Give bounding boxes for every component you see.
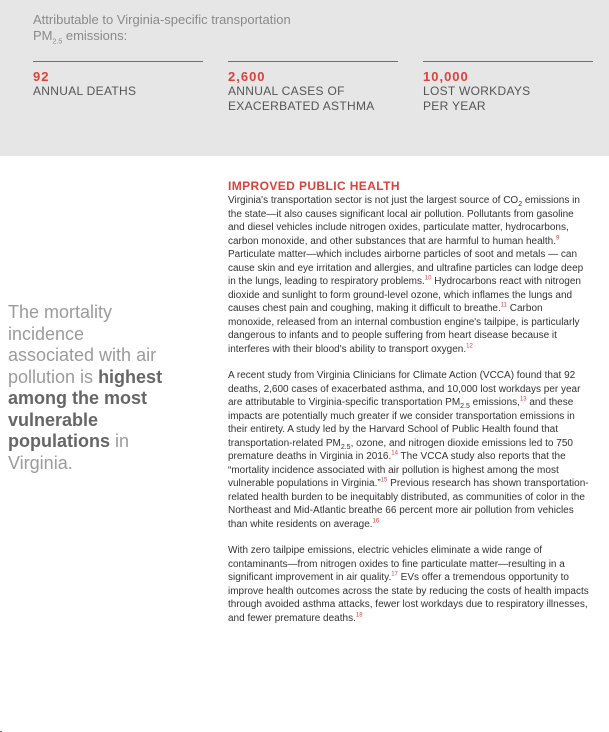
stat-lost-workdays xyxy=(423,61,593,114)
paragraph-text: The VCCA study also reports that the “mortality incidence associated with air pollution is highest among the most vulnerable populations in Virginia.” xyxy=(228,451,566,489)
footnote-ref: 15 xyxy=(380,477,388,484)
paragraph-text: Particulate matter—which includes airborne particles of soot and metals — can cause skin and eye irritation and allergies, and ultrafine particles can lodge deep in the lungs, leading to respiratory problems. xyxy=(228,249,584,287)
paragraph-text: With zero tailpipe emissions, electric vehicles eliminate a wide range of contaminants—from nitrogen oxides to fine particulate matter—resulting in a significant improvement in air quality. xyxy=(228,545,565,583)
pull-quote xyxy=(8,302,166,474)
paragraph-text: Hydrocarbons react with nitrogen dioxide and sunlight to form ground-level ozone, which inflames the lungs and causes chest pain and coughing, making it difficult to breathe. xyxy=(228,276,581,314)
stat-value: 92 xyxy=(33,69,50,84)
band-heading-text: Attributable to Virginia-specific transportation PM xyxy=(33,12,291,43)
paragraph-text: emissions in the state—it also causes significant local air pollution. Pollutants from gasoline and diesel vehicles include nitrogen oxides, particulate matter, hydrocarbons, carbon monoxide, and other substances that are harmful to human health. xyxy=(228,195,580,247)
pull-quote-text: The mortality incidence associated with air pollution is xyxy=(8,302,157,387)
pm-subscript: 2.5 xyxy=(340,443,351,451)
stat-label: LOST WORKDAYS PER YEAR xyxy=(423,84,531,113)
co2-subscript: 2 xyxy=(518,201,523,208)
pull-quote-emphasis: highest among the most vulnerable populations xyxy=(8,366,163,451)
section-title: IMPROVED PUBLIC HEALTH xyxy=(228,179,400,193)
stat-value: 2,600 xyxy=(228,69,266,84)
footnote-ref: 17 xyxy=(391,571,398,578)
footnote-ref: 13 xyxy=(519,396,527,403)
paragraph-text: Virginia's transportation sector is not just the largest source of CO xyxy=(228,195,519,206)
paragraph-text: EVs offer a tremendous opportunity to improve health outcomes across the state by reducing the costs of health impacts through avoided asthma attacks, fewer lost workdays due to respiratory illnesses, and fewer premature deaths. xyxy=(228,572,589,624)
paragraph-text: , ozone, and nitrogen dioxide emissions led to 750 premature deaths in Virginia in 2016. xyxy=(228,437,573,462)
paragraph-vcca-study xyxy=(228,369,590,531)
footnote-ref: 9 xyxy=(555,235,560,242)
article-body xyxy=(228,179,590,625)
paragraph-text: emissions, xyxy=(469,397,520,408)
paragraph-text: Previous research has shown transportation-related health burden to be inequitably distributed, as communities of color in the Northeast and Mid-Atlantic breathe 66 percent more air pollution from vehicles than white residents on average. xyxy=(228,478,589,530)
paragraph-text: A recent study from Virginia Clinicians for Climate Action (VCCA) found that 92 deaths, 2,600 cases of exacerbated asthma, and 10,000 lost workdays per year are attributable to Virginia-specific transportation PM xyxy=(228,370,581,408)
stat-annual-deaths xyxy=(33,61,203,99)
paragraph-text: and these impacts are potentially much greater if we consider transportation emissions in their entirety. A study led by the Harvard School of Public Health found that transportation-related PM xyxy=(228,397,575,449)
footnote-ref: 12 xyxy=(466,343,473,350)
footnote-ref: 11 xyxy=(500,302,507,309)
paragraph-health-impacts xyxy=(228,194,590,356)
stat-value: 10,000 xyxy=(423,69,469,84)
stat-label: ANNUAL DEATHS xyxy=(33,84,137,98)
paragraph-ev-benefits xyxy=(228,544,590,625)
footnote-ref: 14 xyxy=(391,450,398,457)
pull-quote-ending: in Virginia. xyxy=(8,431,130,473)
stat-asthma-cases xyxy=(228,61,398,114)
footnote-ref: 16 xyxy=(372,518,380,525)
band-heading-suffix: emissions: xyxy=(62,28,128,43)
statistics-band xyxy=(0,0,609,156)
pm-subscript: 2.5 xyxy=(460,403,470,410)
footnote-ref: 18 xyxy=(355,612,363,619)
paragraph-text: Carbon monoxide, released from an internal combustion engine's tailpipe, is particularly dangerous to infants and to people suffering from heart disease because it interferes with their blood's ability to transport oxygen. xyxy=(228,303,580,355)
pm-subscript: 2.5 xyxy=(52,38,63,46)
band-heading xyxy=(33,12,293,44)
footnote-ref: 10 xyxy=(424,275,432,282)
stat-label: ANNUAL CASES OF EXACERBATED ASTHMA xyxy=(228,84,375,113)
